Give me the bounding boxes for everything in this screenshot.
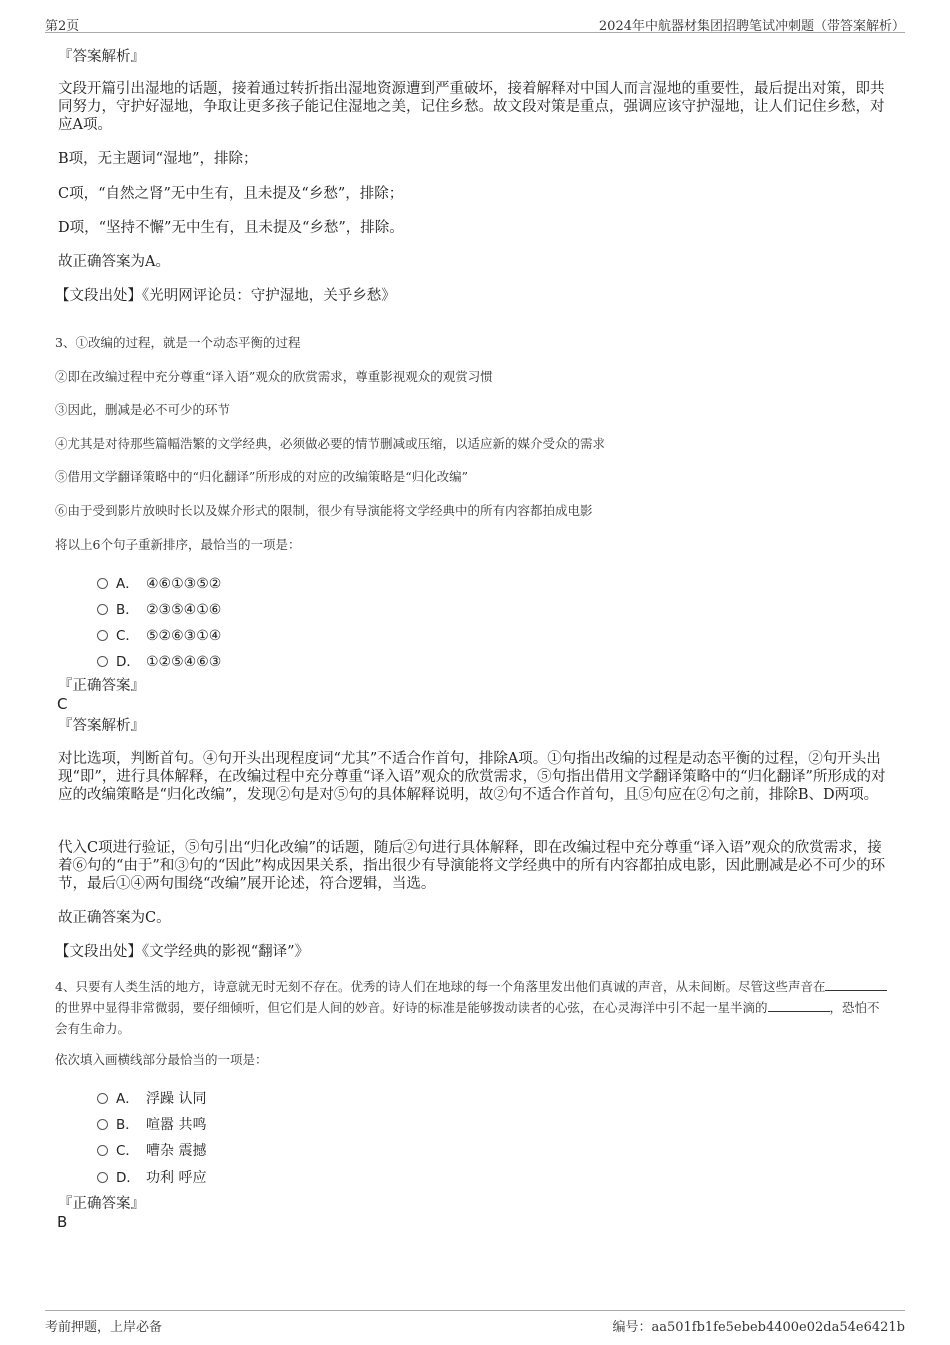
q3-option-a[interactable]: A． ④⑥①③⑤②	[97, 572, 221, 592]
radio-icon[interactable]	[97, 604, 108, 615]
q3-analysis-label: 『答案解析』	[58, 718, 145, 734]
q4-stem: 4、只要有人类生活的地方，诗意就无时无刻不存在。优秀的诗人们在地球的每一个角落里发出他们真诚的声音，从未间断。尽管这些声音在的世界中显得非常微弱，要仔细倾听，但它们是人间的妙音。好诗的标准是能够拨动读者的心弦，在心灵海洋中引不起一星半滴的 ，恐怕不会有生命力。	[55, 976, 890, 1039]
radio-icon[interactable]	[97, 630, 108, 641]
q2-analysis-p3: C项，“自然之肾”无中生有，且未提及“乡愁”，排除；	[58, 186, 404, 202]
radio-icon[interactable]	[97, 1172, 108, 1183]
q3-line-4: ④尤其是对待那些篇幅浩繁的文学经典，必须做必要的情节删减或压缩，以适应新的媒介受众的需求	[55, 436, 606, 451]
q3-line-6: ⑥由于受到影片放映时长以及媒介形式的限制，很少有导演能将文学经典中的所有内容都拍成电影	[55, 503, 593, 518]
q3-prompt: 将以上6个句子重新排序，最恰当的一项是：	[55, 537, 301, 552]
q2-analysis-label: 『答案解析』	[58, 49, 145, 65]
q3-analysis-p2: 代入C项进行验证，⑤句引出“归化改编”的话题，随后②句进行具体解释，即在改编过程中充分尊重“译入语”观众的欣赏需求，接着⑥句的“由于”和③句的“因此”构成因果关系，指出很少有导演能将文学经典中的所有内容都拍成电影，因此删减是必不可少的环节，最后①④两句围绕“改编”展开论述，符合逻辑，当选。	[58, 840, 886, 892]
q3-correct-answer: C	[57, 695, 68, 713]
q3-source: 【文段出处】《文学经典的影视“翻译”》	[55, 944, 310, 960]
q3-conclusion: 故正确答案为C。	[58, 910, 171, 926]
q3-option-b[interactable]: B． ②③⑤④①⑥	[97, 598, 221, 618]
q2-analysis-p4: D项，“坚持不懈”无中生有，且未提及“乡愁”，排除。	[58, 220, 404, 236]
document-title: 2024年中航器材集团招聘笔试冲刺题（带答案解析）	[598, 19, 905, 34]
q4-correct-answer: B	[57, 1213, 68, 1231]
radio-icon[interactable]	[97, 1145, 108, 1156]
document-id: 编号：aa501fb1fe5ebeb4400e02da54e6421b	[612, 1320, 905, 1335]
q4-option-a[interactable]: A． 浮躁 认同	[97, 1087, 206, 1107]
q3-correct-label: 『正确答案』	[58, 678, 145, 694]
q2-source: 【文段出处】《光明网评论员：守护湿地，关乎乡愁》	[55, 288, 396, 304]
blank-line	[825, 978, 887, 991]
radio-icon[interactable]	[97, 1119, 108, 1130]
q3-line-5: ⑤借用文学翻译策略中的“归化翻译”所形成的对应的改编策略是“归化改编”	[55, 469, 469, 484]
q4-option-d[interactable]: D． 功利 呼应	[97, 1166, 206, 1186]
q3-analysis-p1: 对比选项，判断首句。④句开头出现程度词“尤其”不适合作首句，排除A项。①句指出改编的过程是动态平衡的过程，②句开头出现“即”，进行具体解释，在改编过程中充分尊重“译入语”观众的欣赏需求，⑤句指出借用文学翻译策略中的“归化翻译”所形成的对应的改编策略是“归化改编”，发现②句是对⑤句的具体解释说明，故②句不适合作首句，且⑤句应在②句之前，排除B、D两项。	[58, 751, 886, 803]
q3-option-d[interactable]: D． ①②⑤④⑥③	[97, 650, 221, 670]
q3-line-1: 3、①改编的过程，就是一个动态平衡的过程	[55, 335, 301, 350]
radio-icon[interactable]	[97, 1093, 108, 1104]
q4-option-c[interactable]: C． 嘈杂 震撼	[97, 1139, 206, 1159]
page-number: 第2页	[45, 19, 80, 34]
q2-conclusion: 故正确答案为A。	[58, 254, 170, 270]
q2-analysis-p1: 文段开篇引出湿地的话题，接着通过转折指出湿地资源遭到严重破坏，接着解释对中国人而言湿地的重要性，最后提出对策，即共同努力，守护好湿地，争取让更多孩子能记住湿地之美，记住乡愁。故文段对策是重点，强调应该守护湿地，让人们记住乡愁，对应A项。	[58, 81, 885, 133]
blank-line	[768, 999, 830, 1012]
radio-icon[interactable]	[97, 656, 108, 667]
q3-line-2: ②即在改编过程中充分尊重“译入语”观众的欣赏需求，尊重影视观众的观赏习惯	[55, 369, 493, 384]
q4-option-b[interactable]: B． 喧嚣 共鸣	[97, 1113, 206, 1133]
page-footer	[45, 1310, 905, 1335]
q4-correct-label: 『正确答案』	[58, 1196, 145, 1212]
radio-icon[interactable]	[97, 578, 108, 589]
q4-prompt: 依次填入画横线部分最恰当的一项是：	[55, 1052, 268, 1067]
page-header	[45, 12, 905, 33]
q2-analysis-p2: B项，无主题词“湿地”，排除；	[58, 151, 258, 167]
footer-slogan: 考前押题，上岸必备	[45, 1320, 163, 1335]
q3-option-c[interactable]: C． ⑤②⑥③①④	[97, 624, 221, 644]
q3-line-3: ③因此，删减是必不可少的环节	[55, 402, 231, 417]
